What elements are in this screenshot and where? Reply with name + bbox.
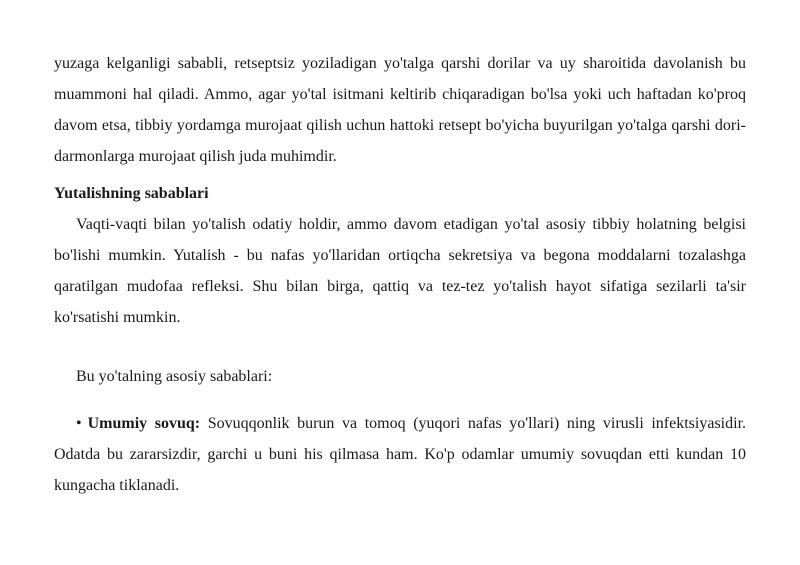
list-lead: Bu yo'talning asosiy sabablari: [76,368,273,385]
bullet-icon: • [76,415,82,432]
document-page [54,48,746,501]
section-paragraph: Vaqti-vaqti bilan yo'talish odatiy holdir, ammo davom etadigan yo'tal asosiy tibbiy holatning belgisi bo'lishi mumkin. Yutalish - bu nafas yo'llaridan ortiqcha sekretsiya va begona moddalarni tozalashga qaratilgan mudofaa refleksi. Shu bilan birga, qattiq va tez-tez yo'talish hayot sifatiga sezilarli ta'sir ko'rsatishi mumkin. [54,216,746,326]
intro-paragraph: yuzaga kelganligi sababli, retseptsiz yoziladigan yo'talga qarshi dorilar va uy sharoitida davolanish bu muammoni hal qiladi. Ammo, agar yo'tal isitmani keltirib chiqaradigan bo'lsa yoki uch haftadan ko'proq davom etsa, tibbiy yordamga murojaat qilish uchun hattoki retsept bo'yicha buyurilgan yo'talga qarshi dori-darmonlarga murojaat qilish juda muhimdir. [54,55,746,165]
list-item-text: Sovuqqonlik burun va tomoq (yuqori nafas yo'llari) ning virusli infektsiyasidir. Odatda bu zararsizdir, garchi u buni his qilmasa ham. Ko'p odamlar umumiy sovuqdan etti kundan 10 kungacha tiklanadi. [54,415,747,494]
section-heading: Yutalishning sabablari [54,185,209,202]
list-item [54,408,746,501]
list-item-term: Umumiy sovuq: [87,415,201,432]
